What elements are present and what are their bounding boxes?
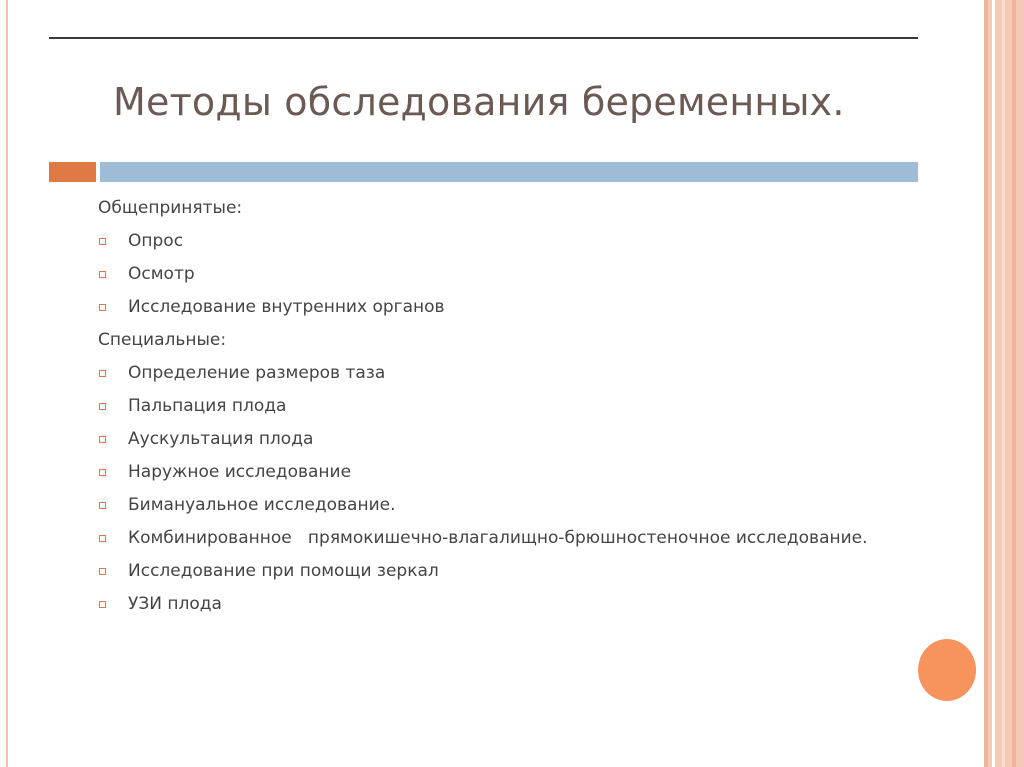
hollow-square-bullet-icon <box>99 601 106 608</box>
list-item <box>98 264 878 284</box>
list-item <box>98 594 878 614</box>
hollow-square-bullet-icon <box>99 403 106 410</box>
list-item <box>98 396 878 416</box>
right-decorative-stripes <box>978 0 1024 767</box>
list-item <box>98 462 878 482</box>
slide-content <box>98 198 878 627</box>
list-item <box>98 231 878 251</box>
title-underline-bar <box>100 162 918 182</box>
slide-title: Методы обследования беременных. <box>113 80 845 124</box>
group-heading-general: Общепринятые: <box>98 198 243 218</box>
list-item-text: Исследование внутренних органов <box>128 297 445 317</box>
list-item-text: Аускультация плода <box>128 429 314 449</box>
hollow-square-bullet-icon <box>99 370 106 377</box>
list-item-text: Определение размеров таза <box>128 363 386 383</box>
list-item <box>98 363 878 383</box>
list-item-text: УЗИ плода <box>128 594 222 614</box>
hollow-square-bullet-icon <box>99 568 106 575</box>
hollow-square-bullet-icon <box>99 502 106 509</box>
group-heading-special: Специальные: <box>98 330 227 350</box>
hollow-square-bullet-icon <box>99 436 106 443</box>
list-item-text: Осмотр <box>128 264 195 284</box>
title-underline-accent <box>49 162 96 182</box>
left-border-line <box>6 0 8 767</box>
list-item <box>98 495 878 515</box>
list-item <box>98 429 878 449</box>
list-item-text: Исследование при помощи зеркал <box>128 561 439 581</box>
hollow-square-bullet-icon <box>99 535 106 542</box>
list-item <box>98 297 878 317</box>
list-item-text: Бимануальное исследование. <box>128 495 396 515</box>
list-item-text: Опрос <box>128 231 184 251</box>
list-item-text: Комбинированное прямокишечно-влагалищно-брюшностеночное исследование. <box>128 528 868 548</box>
top-rule-line <box>49 37 918 39</box>
hollow-square-bullet-icon <box>99 304 106 311</box>
hollow-square-bullet-icon <box>99 469 106 476</box>
list-item-text: Пальпация плода <box>128 396 287 416</box>
hollow-square-bullet-icon <box>99 271 106 278</box>
list-item <box>98 561 878 581</box>
list-item-text: Наружное исследование <box>128 462 352 482</box>
decorative-orange-circle <box>918 639 976 701</box>
hollow-square-bullet-icon <box>99 238 106 245</box>
list-item <box>98 525 878 551</box>
